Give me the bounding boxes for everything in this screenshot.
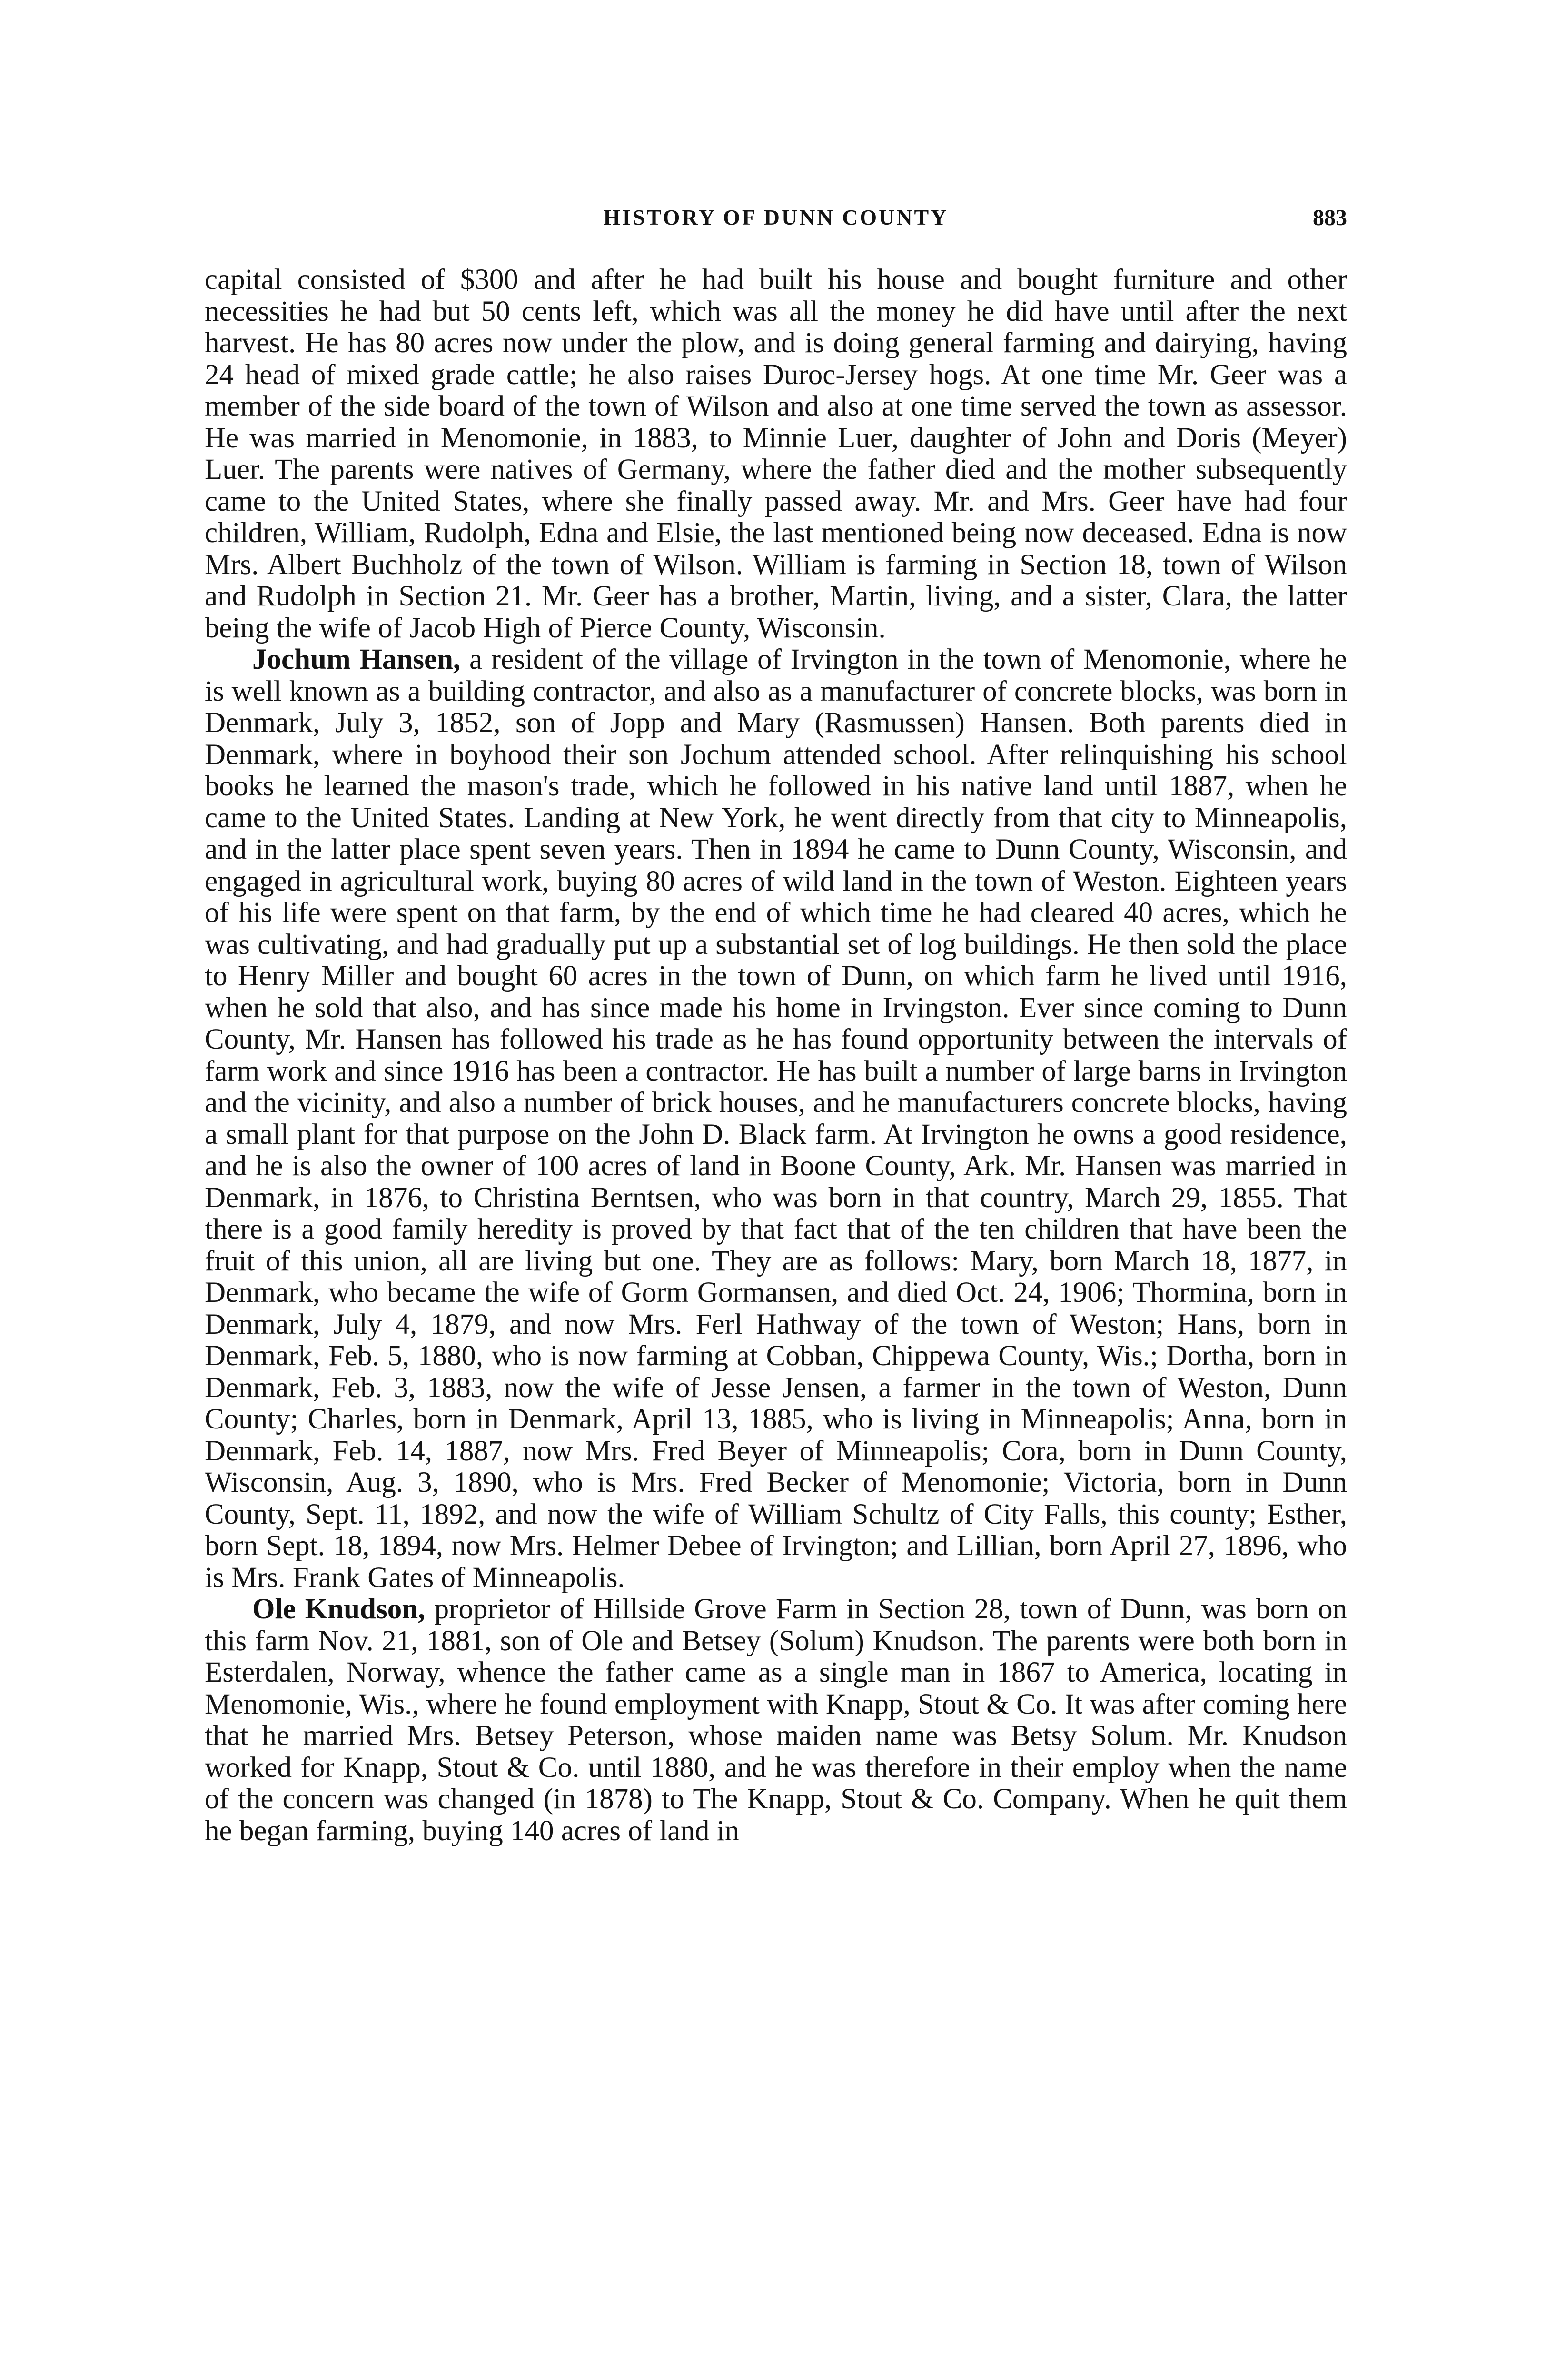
page-number: 883 <box>1313 205 1347 230</box>
paragraph-text: capital consisted of $300 and after he had built his house and bought furniture and other necessities he had but 50 cents left, which was all the money he did have until after the next harvest. He has 80 acres now under the plow, and is doing general farming and dairying, having 24 head of mixed grade cattle; he also raises Duroc-Jersey hogs. At one time Mr. Geer was a member of the side board of the town of Wilson and also at one time served the town as assessor. He was married in Menomonie, in 1883, to Minnie Luer, daughter of John and Doris (Meyer) Luer. The parents were natives of Germany, where the father died and the mother subsequently came to the United States, where she finally passed away. Mr. and Mrs. Geer have had four children, William, Rudolph, Edna and Elsie, the last mentioned being now deceased. Edna is now Mrs. Albert Buchholz of the town of Wilson. William is farming in Section 18, town of Wilson and Rudolph in Section 21. Mr. Geer has a brother, Martin, living, and a sister, Clara, the latter being the wife of Jacob High of Pierce County, Wisconsin. <box>205 264 1347 644</box>
running-head: HISTORY OF DUNN COUNTY <box>603 205 949 229</box>
body-text <box>205 264 1347 1847</box>
paragraph-ole-knudson <box>205 1594 1347 1847</box>
page-header <box>205 205 1347 238</box>
paragraph-jochum-hansen <box>205 644 1347 1594</box>
biography-name: Ole Knudson, <box>252 1593 426 1625</box>
biography-name: Jochum Hansen, <box>252 644 461 675</box>
paragraph-text: a resident of the village of Irvington in the town of Menomonie, where he is well known as a building contractor, and also as a manufacturer of concrete blocks, was born in Denmark, July 3, 1852, son of Jopp and Mary (Rasmussen) Hansen. Both parents died in Denmark, where in boyhood their son Jochum attended school. After relinquishing his school books he learned the mason's trade, which he followed in his native land until 1887, when he came to the United States. Landing at New York, he went directly from that city to Minneapolis, and in the latter place spent seven years. Then in 1894 he came to Dunn County, Wisconsin, and engaged in agricultural work, buying 80 acres of wild land in the town of Weston. Eighteen years of his life were spent on that farm, by the end of which time he had cleared 40 acres, which he was cultivating, and had gradually put up a substantial set of log buildings. He then sold the place to Henry Miller and bought 60 acres in the town of Dunn, on which farm he lived until 1916, when he sold that also, and has since made his home in Irvingston. Ever since coming to Dunn County, Mr. Hansen has followed his trade as he has found opportunity between the intervals of farm work and since 1916 has been a contractor. He has built a number of large barns in Irvington and the vicinity, and also a number of brick houses, and he manufacturers concrete blocks, having a small plant for that purpose on the John D. Black farm. At Irvington he owns a good residence, and he is also the owner of 100 acres of land in Boone County, Ark. Mr. Hansen was married in Denmark, in 1876, to Christina Berntsen, who was born in that country, March 29, 1855. That there is a good family heredity is proved by that fact that of the ten children that have been the fruit of this union, all are living but one. They are as follows: Mary, born March 18, 1877, in Denmark, who became the wife of Gorm Gormansen, and died Oct. 24, 1906; Thormina, born in Denmark, July 4, 1879, and now Mrs. Ferl Hathway of the town of Weston; Hans, born in Denmark, Feb. 5, 1880, who is now farming at Cobban, Chippewa County, Wis.; Dortha, born in Denmark, Feb. 3, 1883, now the wife of Jesse Jensen, a farmer in the town of Weston, Dunn County; Charles, born in Denmark, April 13, 1885, who is living in Minneapolis; Anna, born in Denmark, Feb. 14, 1887, now Mrs. Fred Beyer of Minneapolis; Cora, born in Dunn County, Wisconsin, Aug. 3, 1890, who is Mrs. Fred Becker of Menomonie; Victoria, born in Dunn County, Sept. 11, 1892, and now the wife of William Schultz of City Falls, this county; Esther, born Sept. 18, 1894, now Mrs. Helmer Debee of Irvington; and Lillian, born April 27, 1896, who is Mrs. Frank Gates of Minneapolis. <box>205 644 1347 1594</box>
paragraph-geer-continued <box>205 264 1347 644</box>
paragraph-text: proprietor of Hillside Grove Farm in Section 28, town of Dunn, was born on this farm Nov. 21, 1881, son of Ole and Betsey (Solum) Knudson. The parents were both born in Esterdalen, Norway, whence the father came as a single man in 1867 to America, locating in Menomonie, Wis., where he found employment with Knapp, Stout & Co. It was after coming here that he married Mrs. Betsey Peterson, whose maiden name was Betsy Solum. Mr. Knudson worked for Knapp, Stout & Co. until 1880, and he was therefore in their employ when the name of the concern was changed (in 1878) to The Knapp, Stout & Co. Company. When he quit them he began farming, buying 140 acres of land in <box>205 1593 1348 1847</box>
